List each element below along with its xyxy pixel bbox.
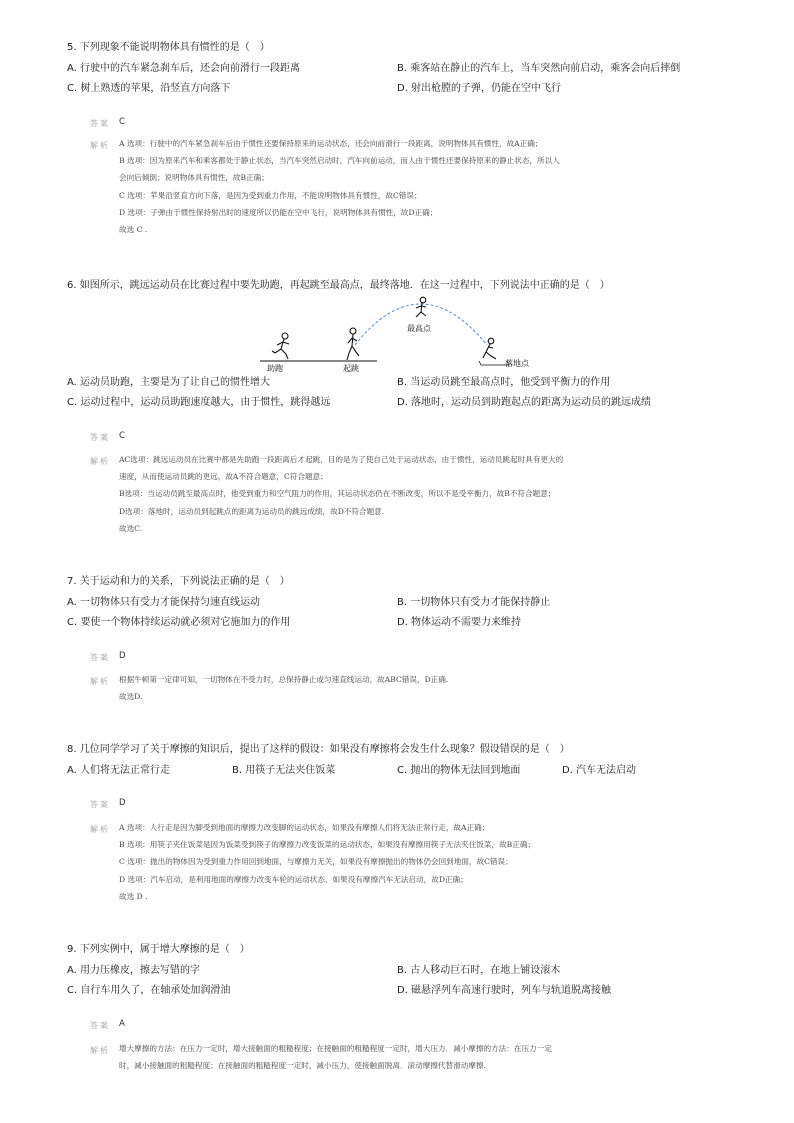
label-land: 落地点 [505, 359, 529, 368]
q9-option-a: A. 用力压橡皮，擦去写错的字 [67, 965, 201, 976]
analysis-line: 时，减小接触面的粗糙程度；在接触面的粗糙程度一定时，减小压力，使接触面脱离．滚动摩擦代替滑动摩擦. [119, 1061, 486, 1071]
question-6-stem: 6. 如图所示，跳远运动员在比赛过程中要先助跑，再起跳至最高点，最终落地．在这一过程中，下列说法中正确的是（ ） [67, 280, 610, 291]
analysis-line: A 选项：人行走是因为脚受到地面的摩擦力改变脚的运动状态，如果没有摩擦人们将无法正常行走，故A正确； [119, 823, 490, 832]
q8-option-c: C. 抛出的物体无法回到地面 [397, 765, 521, 776]
q7-option-c: C. 要使一个物体持续运动就必须对它施加力的作用 [67, 617, 291, 628]
q9-option-c: C. 自行车用久了，在轴承处加润滑油 [67, 985, 231, 996]
label-run: 助跑 [267, 364, 283, 373]
analysis-line: D 选项：汽车启动，是利用地面的摩擦力改变车轮的运动状态，如果没有摩擦汽车无法启动，故D正确； [119, 874, 468, 884]
q9-analysis-label: 解析 [90, 1046, 110, 1055]
analysis-line: B选项：当运动员跳至最高点时，他受到重力和空气阻力的作用，其运动状态仍在不断改变，所以不是受平衡力，故B不符合题意； [119, 489, 556, 499]
q7-answer-label: 答案 [90, 653, 110, 662]
q8-answer: D [119, 798, 126, 808]
analysis-line: AC选项：跳远运动员在比赛中都是先助跑一段距离后才起跳，目的是为了使自己处于运动状态，由于惯性，运动员跳起时具有更大的 [119, 455, 564, 464]
q6-analysis-label: 解析 [90, 457, 110, 466]
label-takeoff: 起跳 [343, 364, 359, 373]
q7-option-d: D. 物体运动不需要力来维持 [397, 617, 522, 628]
label-top: 最高点 [407, 324, 431, 333]
runner-icon [272, 333, 289, 359]
q7-analysis [119, 671, 709, 705]
q5-answer: C [119, 117, 125, 127]
analysis-line: 故选 C . [119, 225, 148, 235]
q7-analysis-label: 解析 [90, 677, 110, 686]
analysis-line: 故选C. [119, 523, 143, 533]
q8-option-b: B. 用筷子无法夹住饭菜 [232, 765, 336, 776]
q6-option-a: A. 运动员助跑，主要是为了让自己的惯性增大 [67, 377, 271, 388]
q7-option-a: A. 一切物体只有受力才能保持匀速直线运动 [67, 597, 261, 608]
analysis-line: B 选项：用筷子夹住饭菜是因为饭菜受到筷子的摩擦力改变饭菜的运动状态，如果没有摩擦用筷子无法夹住饭菜，故B正确； [119, 840, 536, 850]
q5-analysis [119, 135, 709, 238]
q9-answer: A [119, 1019, 125, 1029]
analysis-line: 故选 D . [119, 891, 148, 901]
q7-option-b: B. 一切物体只有受力才能保持静止 [397, 597, 551, 608]
q8-answer-label: 答案 [90, 800, 110, 809]
question-9-stem: 9. 下列实例中，属于增大摩擦的是（ ） [67, 944, 250, 955]
analysis-line: 速度，从而使运动员跳的更远，故A不符合题意，C符合题意； [119, 472, 328, 482]
q5-answer-label: 答案 [90, 119, 110, 128]
q8-analysis [119, 819, 709, 905]
q5-option-a: A. 行驶中的汽车紧急刹车后，还会向前滑行一段距离 [67, 63, 301, 74]
q8-option-d: D. 汽车无法启动 [562, 765, 637, 776]
analysis-line: D选项：落地时，运动员到起跳点的距离为运动员的跳远成绩，故D不符合题意. [119, 506, 385, 516]
q6-answer: C [119, 431, 125, 441]
question-7-stem: 7. 关于运动和力的关系，下列说法正确的是（ ） [67, 576, 290, 587]
q5-analysis-label: 解析 [90, 141, 110, 150]
q9-analysis [119, 1040, 709, 1074]
q6-option-d: D. 落地时，运动员到助跑起点的距离为运动员的跳远成绩 [397, 397, 652, 408]
long-jump-figure [255, 293, 555, 373]
takeoff-jumper-icon [347, 328, 359, 360]
q8-option-a: A. 人们将无法正常行走 [67, 765, 171, 776]
q5-option-c: C. 树上熟透的苹果，沿竖直方向落下 [67, 83, 231, 94]
analysis-line: A 选项：行驶中的汽车紧急刹车后由于惯性还要保持原来的运动状态，还会向前滑行一段距离，说明物体具有惯性，故A正确； [119, 139, 543, 148]
question-8-stem: 8. 几位同学学习了关于摩擦的知识后，提出了这样的假设：如果没有摩擦将会发生什么现象？假设错误的是（ ） [67, 744, 570, 755]
q7-answer: D [119, 651, 126, 661]
q8-analysis-label: 解析 [90, 825, 110, 834]
top-jumper-icon [416, 297, 426, 317]
analysis-line: 会向后倾倒；说明物体具有惯性，故B正确； [119, 173, 269, 183]
q9-option-b: B. 古人移动巨石时，在地上铺设滚木 [397, 965, 561, 976]
q6-analysis [119, 451, 709, 537]
q5-option-b: B. 乘客站在静止的汽车上，当车突然向前启动，乘客会向后摔倒 [397, 63, 681, 74]
landing-jumper-icon [483, 338, 496, 359]
analysis-line: C 选项：苹果沿竖直方向下落，是因为受到重力作用，不能说明物体具有惯性，故C错误； [119, 190, 422, 200]
analysis-line: C 选项：抛出的物体因为受到重力作用回到地面，与摩擦力无关，如果没有摩擦抛出的物体仍会回到地面，故C错误； [119, 857, 513, 867]
q5-option-d: D. 射出枪膛的子弹，仍能在空中飞行 [397, 83, 562, 94]
analysis-line: B 选项：因为原来汽车和乘客都处于静止状态，当汽车突然启动时，汽车向前运动，而人由于惯性还要保持原来的静止状态，所以人 [119, 156, 560, 166]
q6-answer-label: 答案 [90, 433, 110, 442]
analysis-line: 根据牛顿第一定律可知，一切物体在不受力时，总保持静止或匀速直线运动，故ABC错误，D正确. [119, 675, 449, 684]
q9-answer-label: 答案 [90, 1021, 110, 1030]
q6-option-b: B. 当运动员跳至最高点时，他受到平衡力的作用 [397, 377, 611, 388]
question-5-stem: 5. 下列现象不能说明物体具有惯性的是（ ） [67, 42, 270, 53]
analysis-line: D 选项：子弹由于惯性保持射出时的速度所以仍能在空中飞行，说明物体具有惯性，故D正确； [119, 207, 438, 217]
q6-option-c: C. 运动过程中，运动员助跑速度越大，由于惯性，跳得越远 [67, 397, 331, 408]
analysis-line: 增大摩擦的方法：在压力一定时，增大接触面的粗糙程度；在接触面的粗糙程度一定时，增大压力．减小摩擦的方法：在压力一定 [119, 1044, 552, 1053]
q9-option-d: D. 磁悬浮列车高速行驶时，列车与轨道脱离接触 [397, 985, 612, 996]
analysis-line: 故选D. [119, 692, 143, 702]
